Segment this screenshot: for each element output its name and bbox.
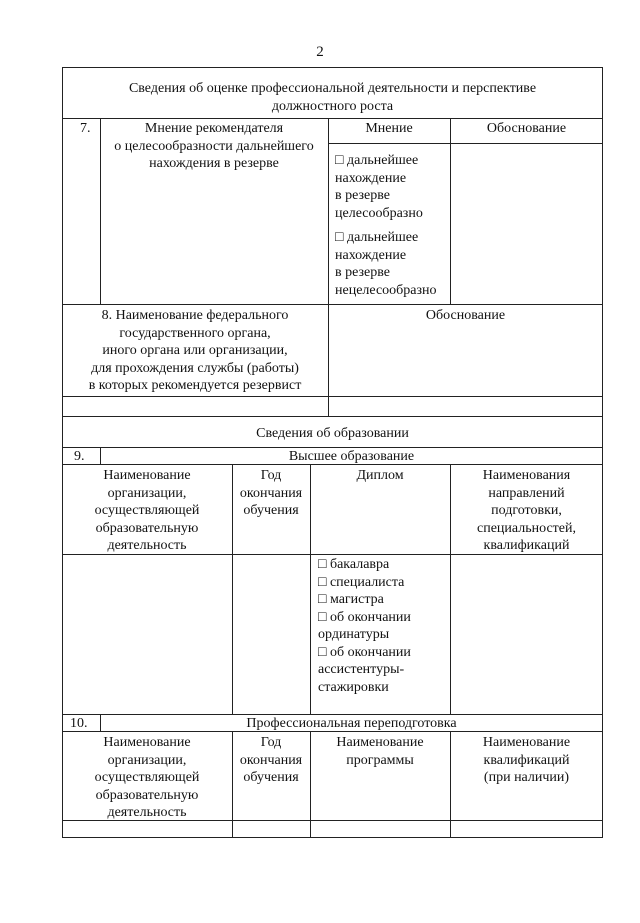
option-not-expedient[interactable]: □ дальнейшее нахождение в резерве нецелесообразно <box>335 230 437 298</box>
row8-label: 8. Наименование федерального государственного органа, иного органа или организации, для прохождения службы (работы) в которых рекомендуется резервист <box>88 308 302 393</box>
row10-col-qualification: Наименование квалификаций (при наличии) <box>482 735 571 785</box>
option-expedient[interactable]: □ дальнейшее нахождение в резерве целесообразно <box>335 153 423 221</box>
assessment-section-title: Сведения об оценке профессиональной деятельности и перспективе должностного роста <box>128 81 537 114</box>
page-number: 2 <box>316 44 324 60</box>
row-divider <box>62 554 603 555</box>
row10-col-program: Наименование программы <box>336 735 424 768</box>
row-divider <box>62 820 603 821</box>
col-divider <box>310 464 311 714</box>
row7-label: Мнение рекомендателя о целесообразности дальнейшего нахождения в резерве <box>114 121 314 171</box>
row9-col-year: Год окончания обучения <box>239 468 303 518</box>
row9-col-names: Наименования направлений подготовки, специальностей, квалификаций <box>477 468 576 553</box>
education-section-title: Сведения об образовании <box>256 426 409 441</box>
row9-title: Высшее образование <box>288 449 415 464</box>
row10-number: 10. <box>70 716 88 731</box>
row-divider <box>62 304 603 305</box>
row9-col-diploma: Диплом <box>356 468 404 483</box>
row9-col-org: Наименование организации, осуществляющей образовательную деятельность <box>94 468 200 553</box>
diploma-options[interactable]: □ бакалавра □ специалиста □ магистра □ об окончании ординатуры □ об окончании ассистентуры- стажировки <box>318 557 411 695</box>
row-divider <box>62 731 603 732</box>
row10-title: Профессиональная переподготовка <box>246 716 457 731</box>
col-divider <box>450 118 451 304</box>
row-divider <box>62 416 603 417</box>
row-divider <box>328 143 603 144</box>
row10-col-year: Год окончания обучения <box>239 735 303 785</box>
row-divider <box>62 396 603 397</box>
col-divider <box>328 118 329 416</box>
row7-number: 7. <box>80 121 91 136</box>
row9-number: 9. <box>74 449 85 464</box>
row-divider <box>62 464 603 465</box>
row-divider <box>62 118 603 119</box>
row8-reason-header: Обоснование <box>425 308 506 323</box>
col-reason-header: Обоснование <box>486 121 567 136</box>
row10-col-org: Наименование организации, осуществляющей образовательную деятельность <box>94 735 200 820</box>
col-opinion-header: Мнение <box>365 121 413 136</box>
